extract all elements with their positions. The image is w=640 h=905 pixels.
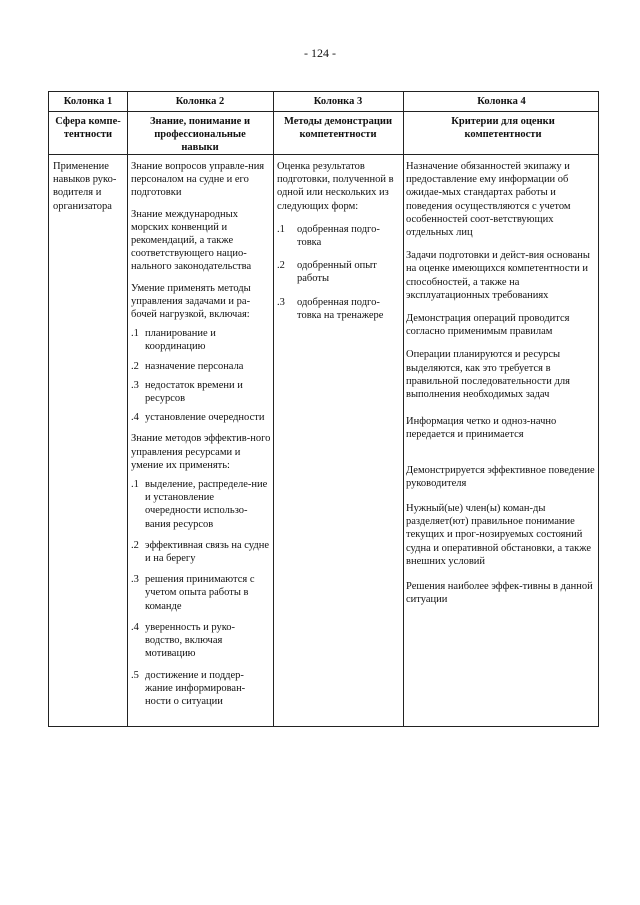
criteria-paragraph: Информация четко и одноз-начно передается и принимается [406, 416, 557, 441]
methods-intro: Оценка результатов подготовки, полученной в одной или нескольких из следующих форм: [277, 161, 394, 212]
column-divider [127, 92, 128, 726]
column-divider [273, 92, 274, 726]
subheader-3: Методы демонстрации компетентности [283, 116, 392, 140]
column-header-2: Колонка 2 [175, 96, 225, 107]
row-divider [49, 111, 598, 112]
knowledge-paragraph: Знание вопросов управле-ния персоналом на судне и его подготовки [131, 161, 265, 199]
row-divider [49, 154, 598, 155]
criteria-paragraph: Демонстрация операций проводится согласно применимым правилам [406, 313, 570, 338]
criteria-paragraph: Назначение обязанностей экипажу и предоставление ему информации об ожидае-мых стандартах работы и поведения осуществляются с учетом особенностей соот-ветствующих отдельных лиц [406, 161, 571, 239]
list-item: .2 назначение персонала [131, 360, 244, 372]
list-item: .4 уверенность и руко-водство, включая мотивацию [131, 621, 236, 660]
criteria-cell [406, 160, 596, 616]
list-item: .5 достижение и поддер-жание информирован-ности о ситуации [131, 669, 246, 707]
criteria-paragraph: Нужный(ые) член(ы) коман-ды разделяет(ют) правильное понимание текущих и прог-нозируемых состояний судна и оперативной обстановки, а также внешних условий [406, 503, 592, 567]
column-header-4: Колонка 4 [477, 96, 526, 107]
list-item: .3 недостаток времени и ресурсов [131, 379, 243, 405]
list-item: .4 установление очередности [131, 412, 265, 424]
list-item: .3 одобренная подго-товка на тренажере [277, 296, 384, 321]
knowledge-paragraph: Знание международных морских конвенций и рекомендаций, а также соответствующего нацио-нального законодательства [131, 208, 252, 273]
knowledge-paragraph: Знание методов эффектив-ного управления ресурсами и умение их применять: [131, 433, 271, 471]
methods-cell [277, 160, 401, 328]
list-item: .2 эффективная связь на судне и на берегу [131, 539, 270, 565]
criteria-paragraph: Решения наиболее эффек-тивны в данной ситуации [406, 581, 593, 606]
column-header-1: Колонка 1 [63, 96, 113, 107]
criteria-paragraph: Демонстрируется эффективное поведение руководителя [406, 464, 595, 489]
knowledge-cell [131, 160, 271, 714]
competence-cell: Применение навыков руко-водителя и организатора [53, 161, 117, 212]
subheader-2: Знание, понимание и профессиональные навыки [149, 116, 251, 153]
column-header-3: Колонка 3 [313, 96, 363, 107]
list-item: .1 планирование и координацию [131, 328, 216, 353]
criteria-paragraph: Операции планируются и ресурсы выделяются, как это требуется в правильной последовательности для выполнения необходимых задач [406, 349, 570, 401]
criteria-paragraph: Задачи подготовки и дейст-вия основаны на оценке имеющихся компетентности и способностей, а также на эксплуатационных требованиях [406, 250, 590, 301]
list-item: .2 одобренный опыт работы [277, 260, 377, 285]
knowledge-paragraph: Умение применять методы управления задачами и ра-бочей нагрузкой, включая: [131, 282, 251, 321]
list-item: .1 выделение, распределе-ние и установление очередности использо-вания ресурсов [131, 479, 268, 530]
competence-table [48, 91, 599, 727]
list-item: .1 одобренная подго-товка [277, 223, 380, 249]
list-item: .3 решения принимаются с учетом опыта работы в команде [131, 574, 255, 612]
subheader-4: Критерии для оценки компетентности [451, 116, 555, 140]
column-divider [403, 92, 404, 726]
page-number: - 124 - [304, 46, 336, 60]
subheader-1: Сфера компе-тентности [55, 116, 121, 140]
